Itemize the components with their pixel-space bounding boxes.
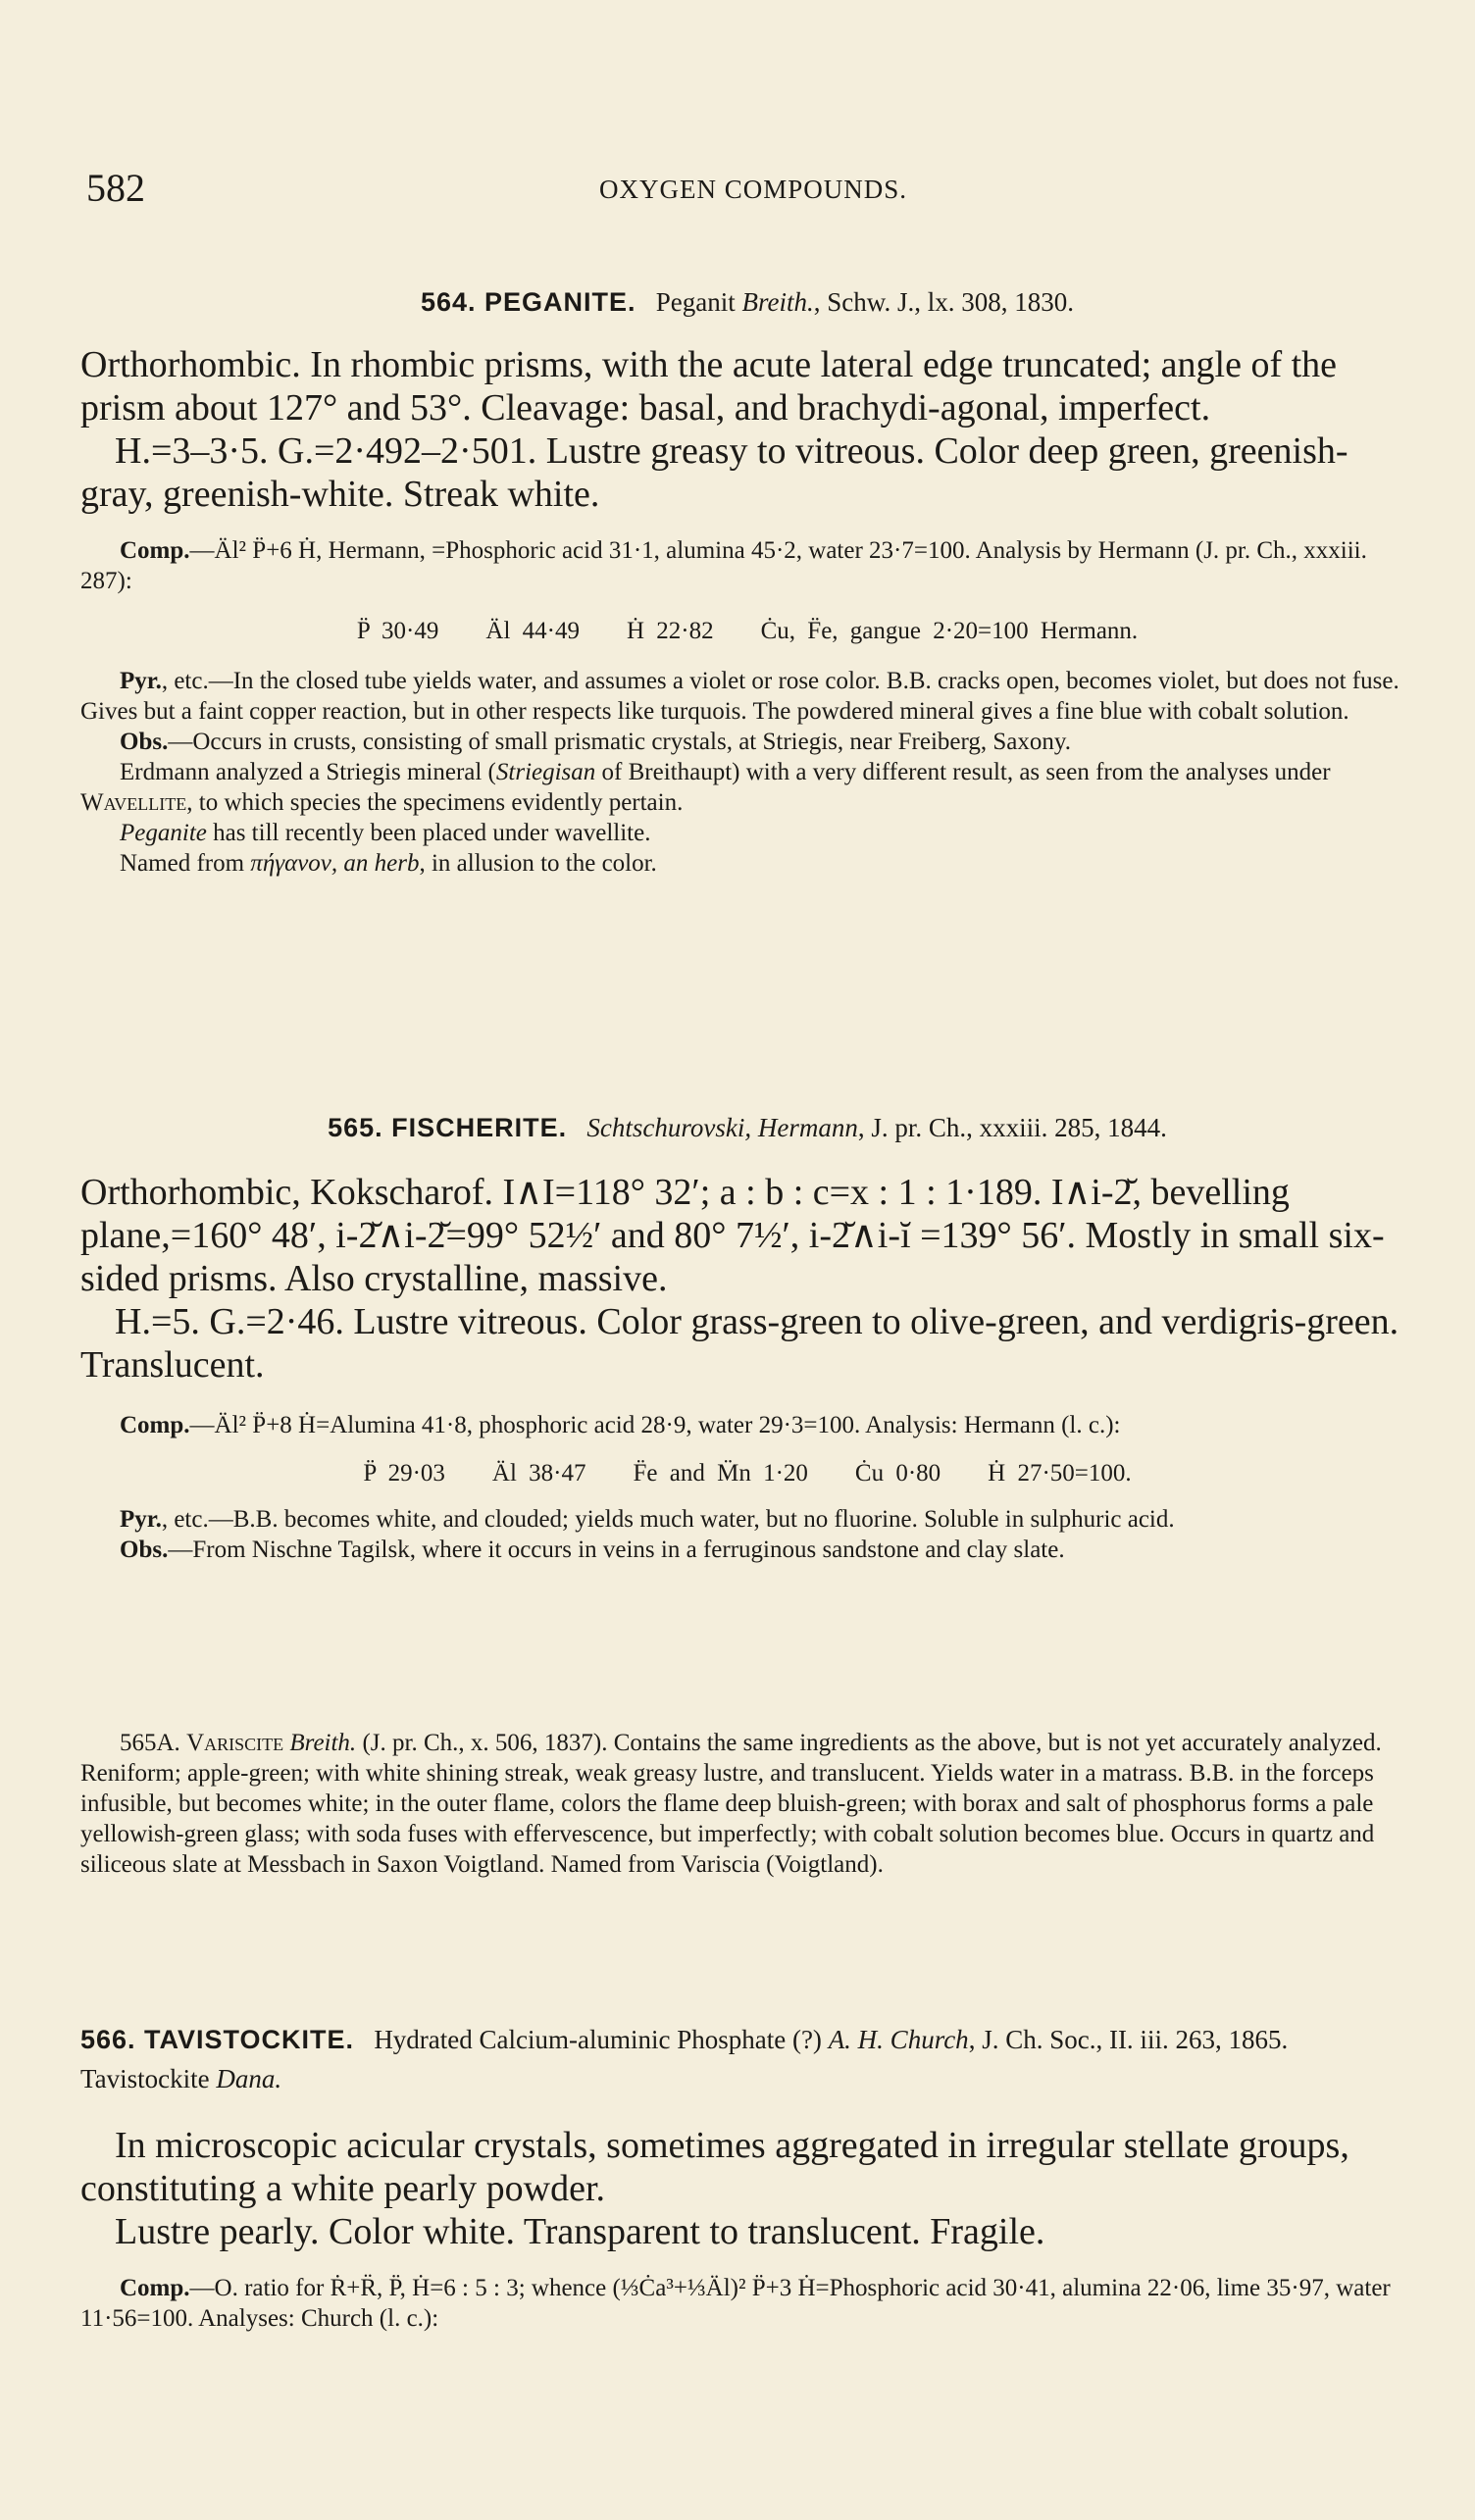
description: Orthorhombic, Kokscharof. I∧I=118° 32′; a : b : c=x : 1 : 1·189. I∧i-2̆, bevelling plane,=160° 48′, i-2̆∧i-2̆=99° 52½′ and 80° 7½′, i-2̆∧i-ĭ =139° 56′. Mostly in small six-sided prisms. Also crystalline, massive. H.=5. G.=2·46. Lustre vitreous. Color grass-green to olive-green, and verdigris-green. Translucent. bbox=[80, 1172, 1399, 1386]
page-header bbox=[86, 165, 1420, 214]
composition: Comp.—Äl² P̈+6 Ḣ, Hermann, =Phosphoric acid 31·1, alumina 45·2, water 23·7=100. Analysis by Hermann (J. pr. Ch., xxxiii. 287): P̈ 30·49 Äl 44·49 Ḣ 22·82 Ċu, F̈e, gangue 2·20=100 Hermann. Pyr., etc.—In the closed tube yields water, and assumes a violet or rose color. B.B. cracks open, becomes violet, but does not fuse. Gives but a faint copper reaction, but in other respects like turquois. The powdered mineral gives a fine blue with cobalt solution. Obs.—Occurs in crusts, consisting of small prismatic crystals, at Striegis, near Freiberg, Saxony. Erdmann analyzed a Striegis mineral (Striegisan of Breithaupt) with a very different result, as seen from the analyses under Wavellite, to which species the specimens evidently pertain. Peganite has till recently been placed under wavellite. Named from πήγανον, an herb, in allusion to the color. bbox=[80, 535, 1414, 879]
analysis-row: P̈ 29·03 Äl 38·47 F̈e and M̈n 1·20 Ċu 0·80 Ḣ 27·50=100. bbox=[363, 1460, 1132, 1487]
entry-title: 566. TAVISTOCKITE. Hydrated Calcium-aluminic Phosphate (?) A. H. Church, J. Ch. Soc., II. iii. 263, 1865. Tavistockite Dana. bbox=[80, 2025, 1289, 2093]
entry-tavistockite bbox=[80, 2020, 1414, 2334]
analysis-row: P̈ 30·49 Äl 44·49 Ḣ 22·82 Ċu, F̈e, gangue 2·20=100 Hermann. bbox=[356, 618, 1139, 644]
composition: Comp.—O. ratio for Ṙ+R̈, P̈, Ḣ=6 : 5 : 3; whence (⅓Ċa³+⅓Äl)² P̈+3 Ḣ=Phosphoric acid 30·41, alumina 22·06, lime 35·97, water 11·56=100. Analyses: Church (l. c.): bbox=[80, 2275, 1391, 2332]
page-number: 582 bbox=[86, 166, 145, 210]
description: In microscopic acicular crystals, sometimes aggregated in irregular stellate groups, constituting a white pearly powder. Lustre pearly. Color white. Transparent to translucent. Fragile. bbox=[80, 2125, 1349, 2252]
entry-variscite: 565A. Variscite Breith. (J. pr. Ch., x. 506, 1837). Contains the same ingredients as the above, but is not yet accurately analyzed. Reniform; apple-green; with white shining streak, weak greasy lustre, and translucent. Yields water in a matrass. B.B. in the forceps infusible, but becomes white; in the outer flame, colors the flame deep bluish-green; with borax and salt of phosphorus forms a pale yellowish-green glass; with soda fuses with effervescence, but imperfectly; with cobalt solution becomes blue. Occurs in quartz and siliceous slate at Messbach in Saxon Voigtland. Named from Variscia (Voigtland). bbox=[80, 1730, 1382, 1878]
entry-fischerite bbox=[80, 1108, 1414, 1565]
composition: Comp.—Äl² P̈+8 Ḣ=Alumina 41·8, phosphoric acid 28·9, water 29·3=100. Analysis: Hermann (l. c.): P̈ 29·03 Äl 38·47 F̈e and M̈n 1·20 Ċu 0·80 Ḣ 27·50=100. Pyr., etc.—B.B. becomes white, and clouded; yields much water, but no fluorine. Soluble in sulphuric acid. Obs.—From Nischne Tagilsk, where it occurs in veins in a ferruginous sandstone and clay slate. bbox=[80, 1410, 1414, 1565]
description: Orthorhombic. In rhombic prisms, with the acute lateral edge truncated; angle of the prism about 127° and 53°. Cleavage: basal, and brachydi-agonal, imperfect. H.=3–3·5. G.=2·492–2·501. Lustre greasy to vitreous. Color deep green, greenish-gray, greenish-white. Streak white. bbox=[80, 344, 1348, 515]
entry-peganite bbox=[80, 282, 1414, 879]
entry-title: 564. PEGANITE. Peganit Breith., Schw. J., lx. 308, 1830. bbox=[420, 287, 1075, 317]
running-head: OXYGEN COMPOUNDS. bbox=[598, 175, 908, 204]
entry-title: 565. FISCHERITE. Schtschurovski, Hermann, J. pr. Ch., xxxiii. 285, 1844. bbox=[328, 1113, 1167, 1142]
